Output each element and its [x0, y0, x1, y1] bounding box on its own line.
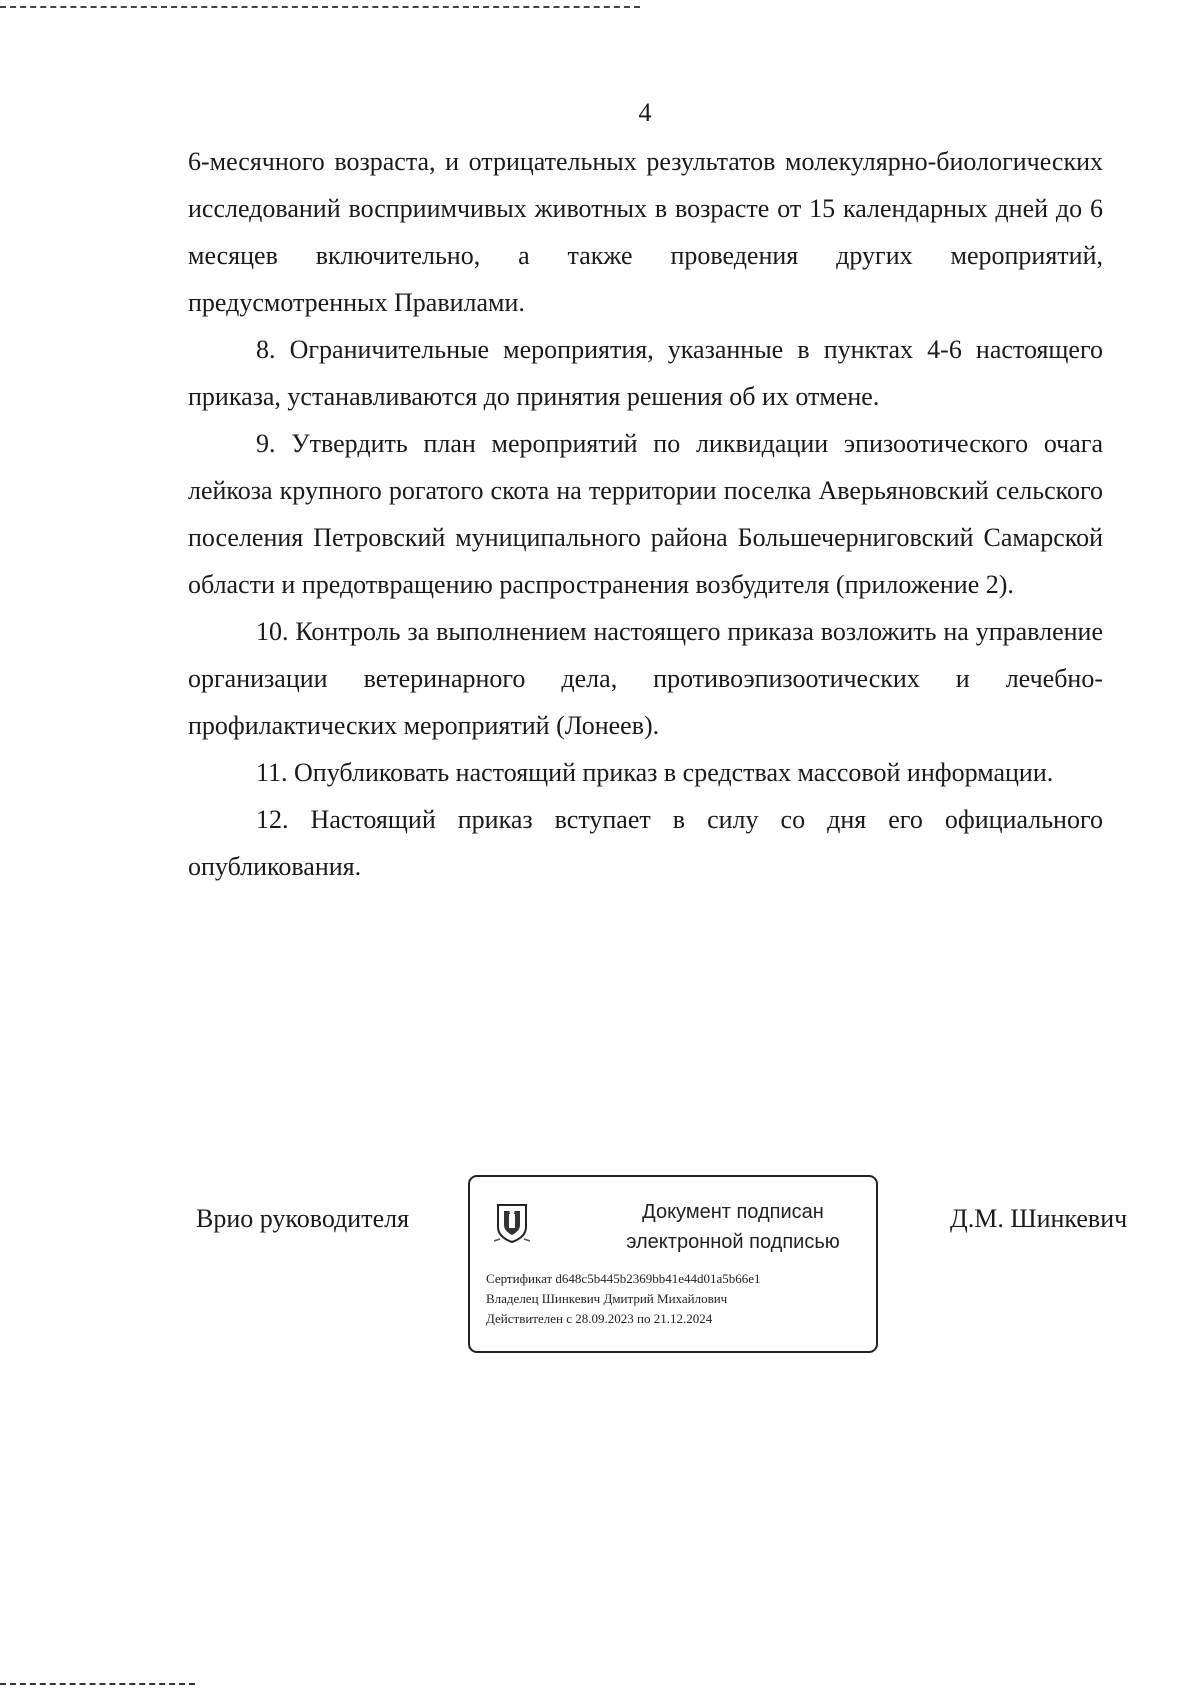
stamp-title: [588, 1197, 878, 1257]
stamp-details: [486, 1269, 866, 1329]
stamp-title-line-2: электронной подписью: [626, 1231, 840, 1253]
paragraph-item-12: 12. Настоящий приказ вступает в силу со дня его официального опубликования.: [188, 805, 1103, 881]
coat-of-arms-icon: [492, 1201, 532, 1245]
page-number: 4: [638, 98, 652, 127]
certificate-number: Сертификат d648c5b445b2369bb41e44d01a5b66e1: [486, 1271, 761, 1286]
scan-edge-dashes: [0, 6, 640, 8]
paragraph-item-10: 10. Контроль за выполнением настоящего приказа возложить на управление организации ветеринарного дела, противоэпизоотических и лечебно-профилактических мероприятий (Лонеев).: [188, 617, 1103, 740]
scan-edge-line: [0, 1683, 195, 1685]
paragraph-item-11: 11. Опубликовать настоящий приказ в средствах массовой информации.: [256, 758, 1054, 787]
signatory-name: Д.М. Шинкевич: [950, 1204, 1128, 1233]
paragraph-continuation: 6-месячного возраста, и отрицательных результатов молекулярно-биологических исследований восприимчивых животных в возрасте от 15 календарных дней до 6 месяцев включительно, а также проведения других мероприятий, предусмотренных Правилами.: [188, 147, 1103, 317]
certificate-owner: Владелец Шинкевич Дмитрий Михайлович: [486, 1291, 728, 1306]
signatory-position: Врио руководителя: [196, 1204, 410, 1233]
electronic-signature-stamp: [468, 1175, 878, 1353]
signature-block: [0, 1175, 1200, 1365]
stamp-title-line-1: Документ подписан: [642, 1201, 824, 1223]
paragraph-item-8: 8. Ограничительные мероприятия, указанные в пунктах 4-6 настоящего приказа, устанавливаются до принятия решения об их отмене.: [188, 335, 1103, 411]
paragraph-item-9: 9. Утвердить план мероприятий по ликвидации эпизоотического очага лейкоза крупного рогатого скота на территории поселка Аверьяновский сельского поселения Петровский муниципального района Большечерниговский Самарской области и предотвращению распространения возбудителя (приложение 2).: [188, 429, 1103, 599]
certificate-validity: Действителен с 28.09.2023 по 21.12.2024: [486, 1311, 713, 1326]
document-body: [188, 138, 1103, 890]
